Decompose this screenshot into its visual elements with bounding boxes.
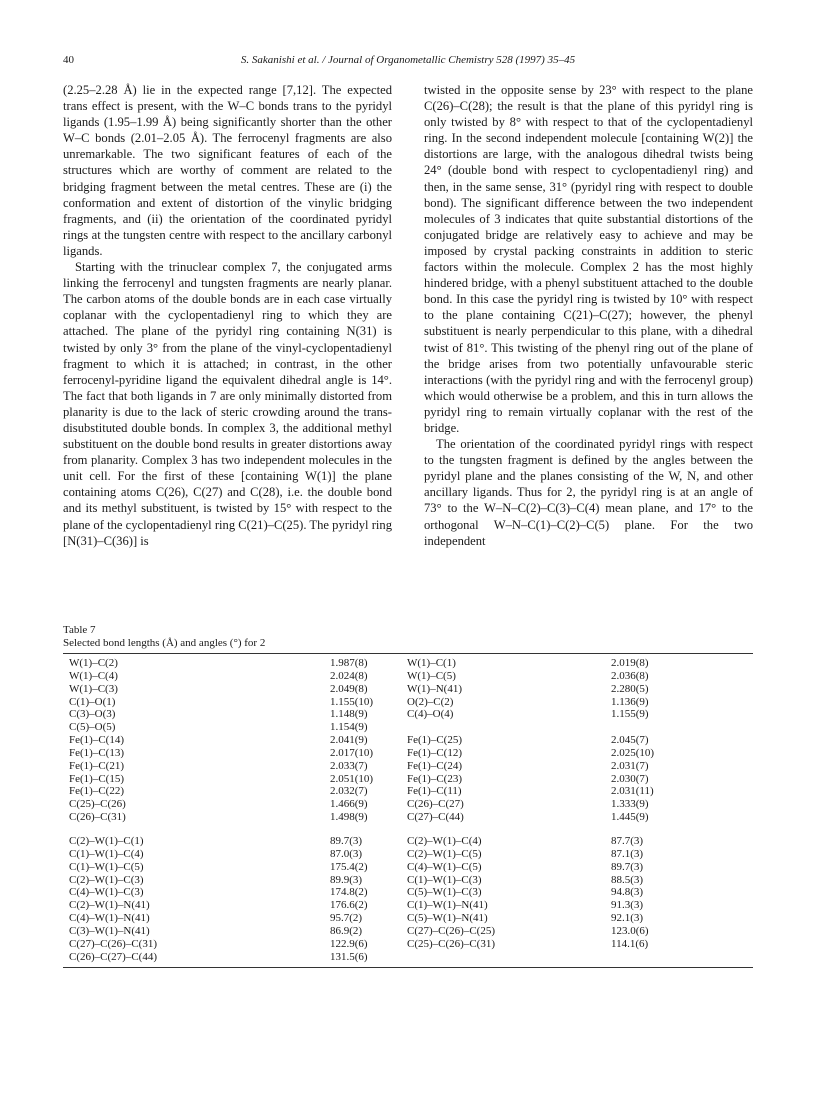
bond-label-cell: Fe(1)–C(22) [69,785,124,798]
table-row [63,773,753,786]
bond-value-cell: 122.9(6) [330,937,368,950]
table-row [63,925,753,938]
bond-label-cell: Fe(1)–C(23) [407,772,462,785]
table-row [63,657,753,670]
bond-value-cell: 2.032(7) [330,785,368,798]
table-row [63,886,753,899]
bond-label-cell: Fe(1)–C(12) [407,746,462,759]
bond-label-cell: C(4)–O(4) [407,708,454,721]
table-row [63,683,753,696]
bond-value-cell: 1.154(9) [330,721,368,734]
bond-value-cell: 2.019(8) [611,657,649,669]
table-row [63,938,753,951]
bond-value-cell: 2.031(11) [611,785,654,798]
bond-value-cell [600,951,753,964]
bond-value-cell: 94.8(3) [611,886,644,899]
bond-label-cell: C(4)–W(1)–N(41) [69,912,150,925]
bond-value-cell: 2.049(8) [330,682,368,695]
bond-value-cell: 89.7(3) [611,860,644,873]
bond-label-cell: C(2)–W(1)–C(4) [407,834,482,847]
bond-label-cell: W(1)–C(2) [69,657,118,669]
bond-label-cell [407,721,600,734]
bond-label-cell: C(5)–O(5) [69,721,116,734]
table-row [63,912,753,925]
table-body [63,657,753,963]
bond-value-cell: 88.5(3) [611,873,644,886]
bond-value-cell: 89.9(3) [330,873,363,886]
bond-value-cell: 123.0(6) [611,924,649,937]
table-bottom-rule [63,967,753,968]
bond-label-cell: Fe(1)–C(11) [407,785,462,798]
table-caption: Selected bond lengths (Å) and angles (°) for 2 [63,637,266,649]
bond-value-cell: 2.033(7) [330,759,368,772]
bond-label-cell: C(4)–W(1)–C(5) [407,860,482,873]
running-title: S. Sakanishi et al. / Journal of Organometallic Chemistry 528 (1997) 35–45 [240,54,576,66]
bond-value-cell: 1.466(9) [330,798,368,811]
paragraph: The orientation of the coordinated pyridyl rings with respect to the tungsten fragment is defined by the angles between the pyridyl plane and the planes consisting of the W, N, and other ancillary ligands. Thus for 2, the pyridyl ring is at an angle of 73° to the W–N–C(2)–C(3)–C(4) mean plane, and 17° to the orthogonal W–N–C(1)–C(2)–C(5) plane. For the two independent [424,437,753,548]
table-row [63,899,753,912]
bond-value-cell: 2.017(10) [330,746,374,759]
bond-label-cell: C(1)–W(1)–N(41) [407,899,488,912]
bond-label-cell: C(2)–W(1)–C(5) [407,847,482,860]
bond-label-cell: C(25)–C(26)–C(31) [407,937,495,950]
bond-value-cell: 1.155(9) [611,708,649,721]
bond-label-cell: C(3)–W(1)–N(41) [69,924,150,937]
bond-label-cell: W(1)–C(1) [407,657,456,669]
bond-label-cell: O(2)–C(2) [407,695,454,708]
bond-value-cell: 1.136(9) [611,695,649,708]
bond-label-cell: Fe(1)–C(25) [407,734,462,747]
table-row [63,760,753,773]
bond-value-cell: 2.031(7) [611,759,649,772]
body-columns [63,82,753,549]
bond-label-cell: W(1)–C(4) [69,669,118,682]
bond-value-cell: 87.7(3) [611,834,644,847]
table-row [63,670,753,683]
bond-label-cell: Fe(1)–C(24) [407,759,462,772]
bond-value-cell: 87.0(3) [330,847,363,860]
bond-label-cell: C(2)–W(1)–C(1) [69,834,144,847]
table-row [63,734,753,747]
table-7 [63,624,753,968]
bond-value-cell: 2.041(9) [330,734,368,747]
bond-value-cell: 2.051(10) [330,772,374,785]
bond-value-cell: 114.1(6) [611,937,649,950]
bond-label-cell: C(1)–O(1) [69,695,116,708]
table-row [63,708,753,721]
bond-label-cell: Fe(1)–C(13) [69,746,124,759]
bond-value-cell: 174.8(2) [330,886,368,899]
bond-label-cell: C(4)–W(1)–C(3) [69,886,144,899]
table-row [63,721,753,734]
bond-label-cell: C(27)–C(26)–C(25) [407,924,495,937]
table-row [63,861,753,874]
bond-value-cell: 1.148(9) [330,708,368,721]
table-row [63,848,753,861]
bond-label-cell: C(27)–C(44) [407,811,464,824]
right-column [424,82,753,549]
table-row [63,951,753,964]
bond-value-cell: 2.280(5) [611,682,649,695]
table-row [63,747,753,760]
bond-label-cell: C(2)–W(1)–C(3) [69,873,144,886]
table-row [63,835,753,848]
bond-label-cell: W(1)–C(5) [407,669,456,682]
left-column [63,82,392,549]
bond-label-cell: C(25)–C(26) [69,798,126,811]
bond-value-cell: 91.3(3) [611,899,644,912]
bond-label-cell: C(1)–W(1)–C(3) [407,873,482,886]
bond-label-cell: Fe(1)–C(21) [69,759,124,772]
bond-value-cell: 131.5(6) [330,950,368,963]
bond-label-cell: Fe(1)–C(14) [69,734,124,747]
bond-value-cell: 87.1(3) [611,847,644,860]
bond-table [63,657,753,963]
table-row [63,798,753,811]
bond-value-cell: 89.7(3) [330,834,363,847]
bond-value-cell: 2.045(7) [611,734,649,747]
bond-label-cell: W(1)–C(3) [69,682,118,695]
bond-label-cell [407,951,600,964]
table-row [63,874,753,887]
bond-value-cell: 1.987(8) [330,657,368,669]
bond-value-cell: 86.9(2) [330,924,363,937]
bond-label-cell: C(26)–C(31) [69,811,126,824]
bond-label-cell: C(1)–W(1)–C(4) [69,847,144,860]
bond-label-cell: W(1)–N(41) [407,682,462,695]
bond-value-cell: 176.6(2) [330,899,368,912]
bond-value-cell: 2.024(8) [330,669,368,682]
bond-value-cell: 1.445(9) [611,811,649,824]
page-number: 40 [63,54,74,66]
bond-label-cell: Fe(1)–C(15) [69,772,124,785]
table-row [63,696,753,709]
table-row [63,811,753,824]
table-label: Table 7 [63,624,96,636]
bond-value-cell: 2.025(10) [611,746,655,759]
bond-value-cell: 1.333(9) [611,798,649,811]
bond-value-cell [600,721,753,734]
table-spacer-row [63,824,753,835]
bond-label-cell: C(5)–W(1)–N(41) [407,912,488,925]
table-row [63,785,753,798]
bond-label-cell: C(1)–W(1)–C(5) [69,860,144,873]
bond-label-cell: C(27)–C(26)–C(31) [69,937,157,950]
bond-label-cell: C(2)–W(1)–N(41) [69,899,150,912]
bond-value-cell: 2.030(7) [611,772,649,785]
bond-label-cell: C(26)–C(27)–C(44) [69,950,157,963]
bond-label-cell: C(5)–W(1)–C(3) [407,886,482,899]
bond-value-cell: 92.1(3) [611,912,644,925]
bond-value-cell: 2.036(8) [611,669,649,682]
bond-value-cell: 1.155(10) [330,695,374,708]
paragraph: Starting with the trinuclear complex 7, the conjugated arms linking the ferrocenyl and tungsten fragments are nearly planar. The carbon atoms of the double bonds are in each case virtually coplanar with the cyclopentadienyl ring to which they are attached. The plane of the pyridyl ring containing N(31) is twisted by only 3° from the plane of the vinyl-cyclopentadienyl fragment to which it is attached; in contrast, in the other ferrocenyl-pyridine ligand the equivalent dihedral angle is 14°. The fact that both ligands in 7 are only minimally distorted from planarity is due to the lack of steric crowding around the trans-disubstituted double bonds. In complex 3, the additional methyl substituent on the double bond results in greater distortions away from planarity. Complex 3 has two independent molecules in the unit cell. For the first of these [containing W(1)] the plane containing atoms C(26), C(27) and C(28), i.e. the double bond and its methyl substituent, is twisted by 15° with respect to the plane of the cyclopentadienyl ring C(21)–C(25). The pyridyl ring [N(31)–C(36)] is [63,260,392,548]
paragraph: (2.25–2.28 Å) lie in the expected range [7,12]. The expected trans effect is present, with the W–C bonds trans to the pyridyl ligands (1.95–1.99 Å) being significantly shorter than the other W–C bonds (2.01–2.05 Å). The ferrocenyl fragments are also unremarkable. The two significant features of each of the structures which are worthy of comment are related to the bridging fragment between the metal centres. These are (i) the conformation and extent of distortion of the vinylic bridging fragments, and (ii) the orientation of the coordinated pyridyl rings at the tungsten centre with respect to the ancillary carbonyl ligands. [63,83,392,258]
bond-value-cell: 95.7(2) [330,912,363,925]
bond-value-cell: 1.498(9) [330,811,368,824]
paragraph: twisted in the opposite sense by 23° with respect to the plane C(26)–C(28); the result is that the plane of this pyridyl ring is only twisted by 8° with respect to that of the cyclopentadienyl ring. In the second independent molecule [containing W(2)] the distortions are large, with the analogous dihedral twists being 24° (double bond with respect to cyclopentadienyl ring) and then, in the same sense, 31° (pyridyl ring with respect to double bond). The significant difference between the two independent molecules of 3 indicates that quite substantial distortions of the conjugated bridge are relatively easy to achieve and may be imposed by crystal packing constraints in addition to steric factors within the molecule. Complex 2 has the most highly hindered bridge, with a phenyl substituent attached to the double bond. In this case the pyridyl ring is twisted by 10° with respect to the plane containing C(21)–C(27); however, the phenyl substituent is nearly perpendicular to this plane, with a dihedral twist of 81°. This twisting of the phenyl ring out of the plane of the bridge arises from two potentially unfavourable steric interactions (with the pyridyl ring and with the ferrocenyl group) which would otherwise be a problem, and this in turn allows the pyridyl ring to remain virtually coplanar with the rest of the bridge. [424,83,753,435]
bond-label-cell: C(3)–O(3) [69,708,116,721]
bond-value-cell: 175.4(2) [330,860,368,873]
bond-label-cell: C(26)–C(27) [407,798,464,811]
